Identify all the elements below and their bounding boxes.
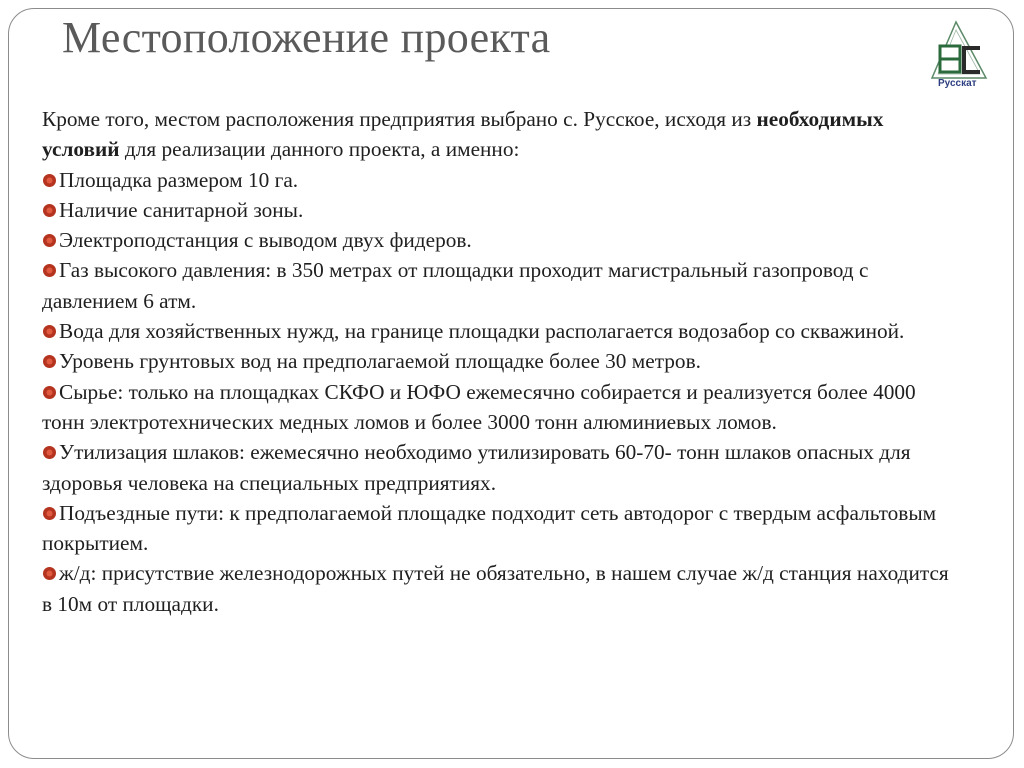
list-item: [42, 195, 962, 225]
list-item-text: ж/д: присутствие железнодорожных путей не обязательно, в нашем случае ж/д станция находится в 10м от площадки.: [42, 561, 949, 616]
list-item-text: Наличие санитарной зоны.: [59, 197, 304, 222]
list-item-text: Газ высокого давления: в 350 метрах от площадки проходит магистральный газопровод с давлением 6 атм.: [42, 258, 869, 313]
list-item: [42, 225, 962, 255]
slide-body: [42, 104, 962, 619]
bullet-icon: [42, 566, 57, 581]
intro-text-after: для реализации данного проекта, а именно:: [119, 137, 520, 162]
list-item-text: Электроподстанция с выводом двух фидеров.: [59, 228, 472, 253]
bullet-icon: [42, 203, 57, 218]
list-item: [42, 498, 962, 559]
list-item-text: Утилизация шлаков: ежемесячно необходимо утилизировать 60-70- тонн шлаков опасных для здоровья человека на специальных предприятиях.: [42, 440, 911, 495]
intro-paragraph: [42, 104, 962, 165]
bullet-icon: [42, 233, 57, 248]
list-item-text: Площадка размером 10 га.: [59, 167, 299, 192]
logo-caption: Русскат: [938, 78, 977, 89]
bullet-icon: [42, 445, 57, 460]
list-item: [42, 437, 962, 498]
bullet-icon: [42, 324, 57, 339]
list-item-text: Вода для хозяйственных нужд, на границе площадки располагается водозабор со скважиной.: [59, 319, 905, 344]
bullet-icon: [42, 385, 57, 400]
intro-bold-text: необходимых условий: [42, 107, 884, 162]
intro-text-before: Кроме того, местом расположения предприятия выбрано с. Русское, исходя из: [42, 107, 757, 131]
page-title: Местоположение проекта: [62, 13, 551, 62]
list-item: [42, 255, 962, 316]
list-item: [42, 558, 962, 619]
bullet-icon: [42, 506, 57, 521]
list-item-text: Уровень грунтовых вод на предполагаемой площадке более 30 метров.: [59, 349, 701, 374]
list-item: [42, 346, 962, 376]
list-item-text: Сырье: только на площадках СКФО и ЮФО ежемесячно собирается и реализуется более 4000 тонн электротехнических медных ломов и более 3000 тонн алюминиевых ломов.: [42, 379, 916, 434]
list-item: [42, 316, 962, 346]
bullet-icon: [42, 263, 57, 278]
list-item-text: Подъездные пути: к предполагаемой площадке подходит сеть автодорог с твердым асфальтовым покрытием.: [42, 500, 937, 556]
bullet-icon: [42, 173, 57, 188]
bullet-icon: [42, 354, 57, 369]
list-item: [42, 165, 962, 195]
list-item: [42, 377, 962, 438]
